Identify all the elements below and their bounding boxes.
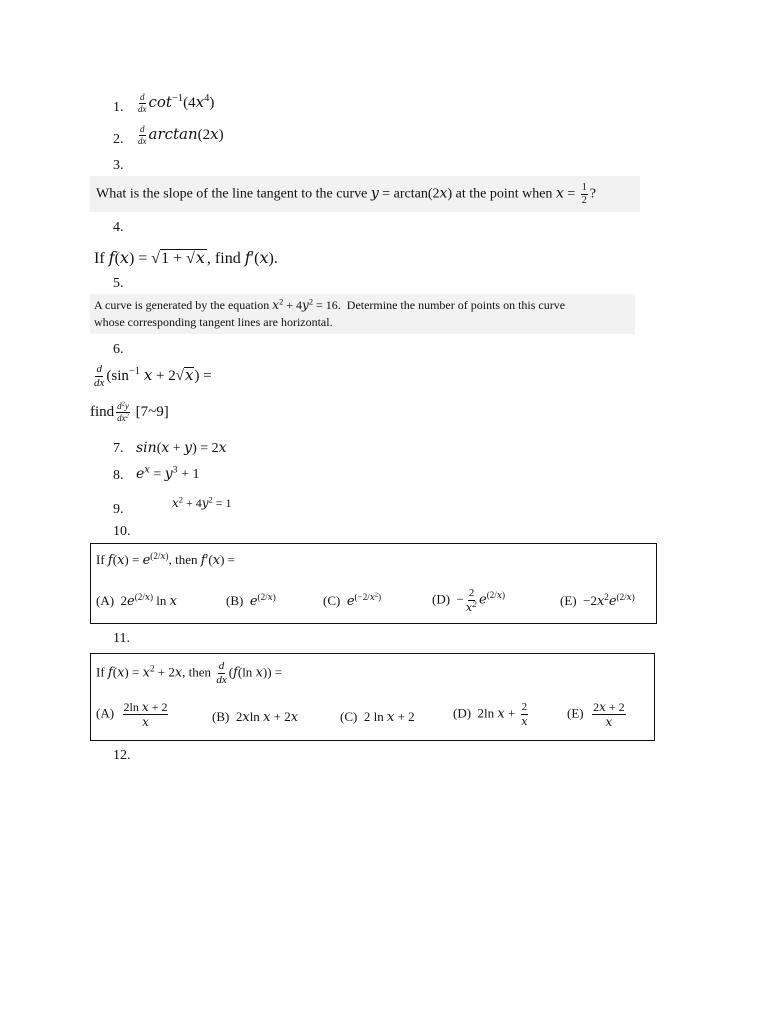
problem-10-option-b: (B) $e^{(2/x)}$ — [226, 592, 276, 609]
problem-11-option-c: (C) 2 ln x + 2 — [340, 709, 415, 725]
problem-4-number: 4. — [113, 220, 124, 235]
problem-7-expression: sin(x + y) = 2x — [136, 440, 227, 456]
problem-10-option-a: (A) $2e^{(2/x)}$ ln x — [96, 592, 177, 609]
problem-11-option-d: (D) 2ln x + $\frac{2}{x}$ — [453, 701, 528, 728]
problem-11-question: If $f(x) = x^2 + 2x$, then $\frac{d}{dx}$ (f(ln x)) = — [96, 660, 283, 686]
problem-7-number: 7. — [113, 441, 124, 456]
problem-1-expression: $\frac{d}{dx}$ $\cot^{-1}(4x^4)$ — [138, 92, 215, 115]
problem-8-expression: $e^x = y^3 + 1$ — [136, 464, 200, 482]
problem-8-number: 8. — [113, 468, 124, 483]
problem-5-line-1: A curve is generated by the equation $x^2 + 4y^2 = 16$. Determine the number of points on this curve — [94, 297, 566, 312]
problem-10-option-c: (C) $e^{(-2/x^2)}$ — [323, 591, 382, 609]
second-derivative-instruction: find $\frac{d^2y}{dx^2}$ [7~9] — [90, 400, 169, 423]
problem-11-number: 11. — [113, 631, 130, 646]
problem-10-option-d: (D) − $\frac{2}{x^2}$ $e^{(2/x)}$ — [432, 587, 505, 614]
problem-3-number: 3. — [113, 158, 124, 173]
problem-4-text: If f(x) = √1 + √x , find f′(x). — [94, 248, 278, 267]
problem-6-number: 6. — [113, 342, 124, 357]
problem-2-expression: $\frac{d}{dx}$ arctan(2x) — [138, 124, 224, 147]
problem-11-option-b: (B) 2xln x + 2x — [212, 709, 299, 725]
problem-9-number: 9. — [113, 502, 124, 517]
problem-5-line-2: whose corresponding tangent lines are horizontal. — [94, 315, 333, 329]
problem-11-option-e: (E) $\frac{2x + 2}{x}$ — [567, 700, 625, 729]
problem-10-option-e: $(E) -2x^2e^{(2/x)}$ — [560, 592, 635, 609]
problem-5-number: 5. — [113, 276, 124, 291]
problem-12-number: 12. — [113, 748, 131, 763]
problem-1-number: 1. — [113, 100, 124, 115]
problem-10-number: 10. — [113, 524, 131, 539]
problem-11-option-a: (A) $\frac{\text{2ln x + 2}}{x}$ — [96, 700, 168, 729]
problem-9-expression: $x^2 + 4y^2 = 1$ — [172, 495, 232, 510]
problem-2-number: 2. — [113, 132, 124, 147]
problem-3-text: What is the slope of the line tangent to the curve y = arctan(2x) at the point when x = $\frac{1}{2}$ ? — [96, 182, 596, 206]
problem-10-question: If $f(x) = e^{(2/x)}$, then f′(x) = — [96, 551, 235, 568]
problem-6-expression: $\frac{d}{dx}$ ($\sin^{-1}$ x + 2√x) = — [94, 363, 212, 389]
